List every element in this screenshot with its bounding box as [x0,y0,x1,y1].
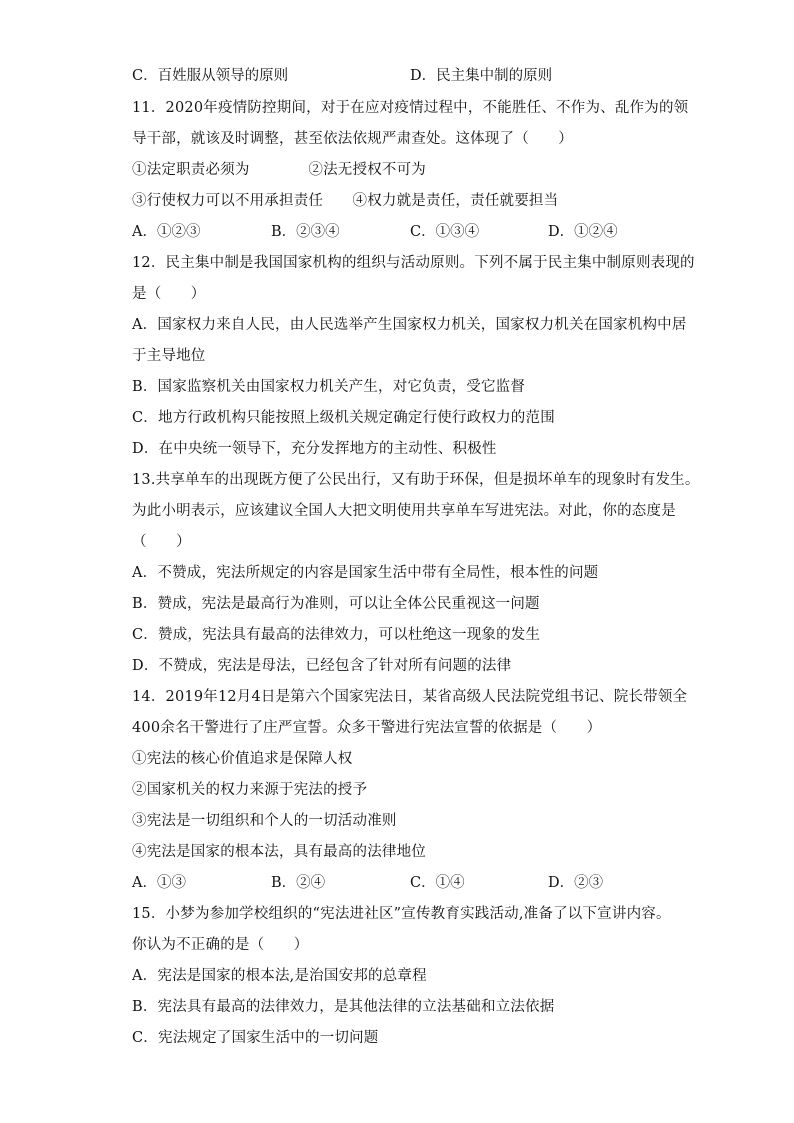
q13-stem-line3: （ ） [132,534,191,550]
q12-option-a-line1: A．国家权力来自人民，由人民选举产生国家权力机关，国家权力机关在国家机构中居 [132,317,687,333]
q14-option-c: C．①④ [410,875,465,891]
q11-option-b: B．②③④ [271,224,340,240]
q11-option-a: A．①②③ [132,224,201,240]
q13-option-c: C．赞成，宪法具有最高的法律效力，可以杜绝这一现象的发生 [132,627,541,643]
q15-option-a: A．宪法是国家的根本法,是治国安邦的总章程 [132,968,427,984]
q11-statement-1-2: ①法定职责必须为 ②法无授权不可为 [132,162,426,178]
q15-option-c: C．宪法规定了国家生活中的一切问题 [132,1030,379,1046]
q13-option-d: D．不赞成，宪法是母法，已经包含了针对所有问题的法律 [132,658,512,674]
option-d-prev: D．民主集中制的原则 [410,68,553,84]
q15-stem-line2: 你认为不正确的是（ ） [132,937,309,953]
q12-option-a-line2: 于主导地位 [132,348,206,364]
q11-stem-line1: 11．2020年疫情防控期间，对于在应对疫情过程中，不能胜任、不作为、乱作为的领 [132,100,689,116]
q12-stem-line2: 是（ ） [132,286,206,302]
q11-statement-3-4: ③行使权力可以不用承担责任 ④权力就是责任，责任就要担当 [132,193,559,209]
q13-stem-line2: 为此小明表示，应该建议全国人大把文明使用共享单车写进宪法。对此，你的态度是 [132,503,676,519]
q14-statement-4: ④宪法是国家的根本法，具有最高的法律地位 [132,844,426,860]
q11-option-d: D．①②④ [548,224,618,240]
q12-option-d: D．在中央统一领导下，充分发挥地方的主动性、积极性 [132,441,497,457]
q14-stem-line1: 14．2019年12月4日是第六个国家宪法日，某省高级人民法院党组书记、院长带领全 [132,689,688,705]
q14-statement-3: ③宪法是一切组织和个人的一切活动准则 [132,813,397,829]
q13-stem-line1: 13.共享单车的出现既方便了公民出行，又有助于环保，但是损坏单车的现象时有发生。 [132,472,700,488]
q13-option-a: A．不赞成，宪法所规定的内容是国家生活中带有全局性，根本性的问题 [132,565,599,581]
option-c-prev: C．百姓服从领导的原则 [132,68,289,84]
q14-option-a: A．①③ [132,875,186,891]
q12-option-c: C．地方行政机构只能按照上级机关规定确定行使行政权力的范围 [132,410,555,426]
q14-statement-1: ①宪法的核心价值追求是保障人权 [132,751,353,767]
q14-stem-line2: 400余名干警进行了庄严宣誓。众多干警进行宪法宣誓的依据是（ ） [132,720,602,736]
q14-statement-2: ②国家机关的权力来源于宪法的授予 [132,782,368,798]
q12-stem-line1: 12．民主集中制是我国国家机构的组织与活动原则。下列不属于民主集中制原则表现的 [132,255,695,271]
q15-stem-line1: 15．小梦为参加学校组织的“宪法进社区”宣传教育实践活动,准备了以下宣讲内容。 [132,906,671,922]
q14-option-d: D．②③ [548,875,604,891]
q13-option-b: B．赞成，宪法是最高行为准则，可以让全体公民重视这一问题 [132,596,540,612]
q15-option-b: B．宪法具有最高的法律效力，是其他法律的立法基础和立法依据 [132,999,555,1015]
q14-option-b: B．②④ [271,875,326,891]
q11-stem-line2: 导干部，就该及时调整，甚至依法依规严肃查处。这体现了（ ） [132,131,573,147]
q11-option-c: C．①③④ [410,224,480,240]
q12-option-b: B．国家监察机关由国家权力机关产生，对它负责，受它监督 [132,379,526,395]
